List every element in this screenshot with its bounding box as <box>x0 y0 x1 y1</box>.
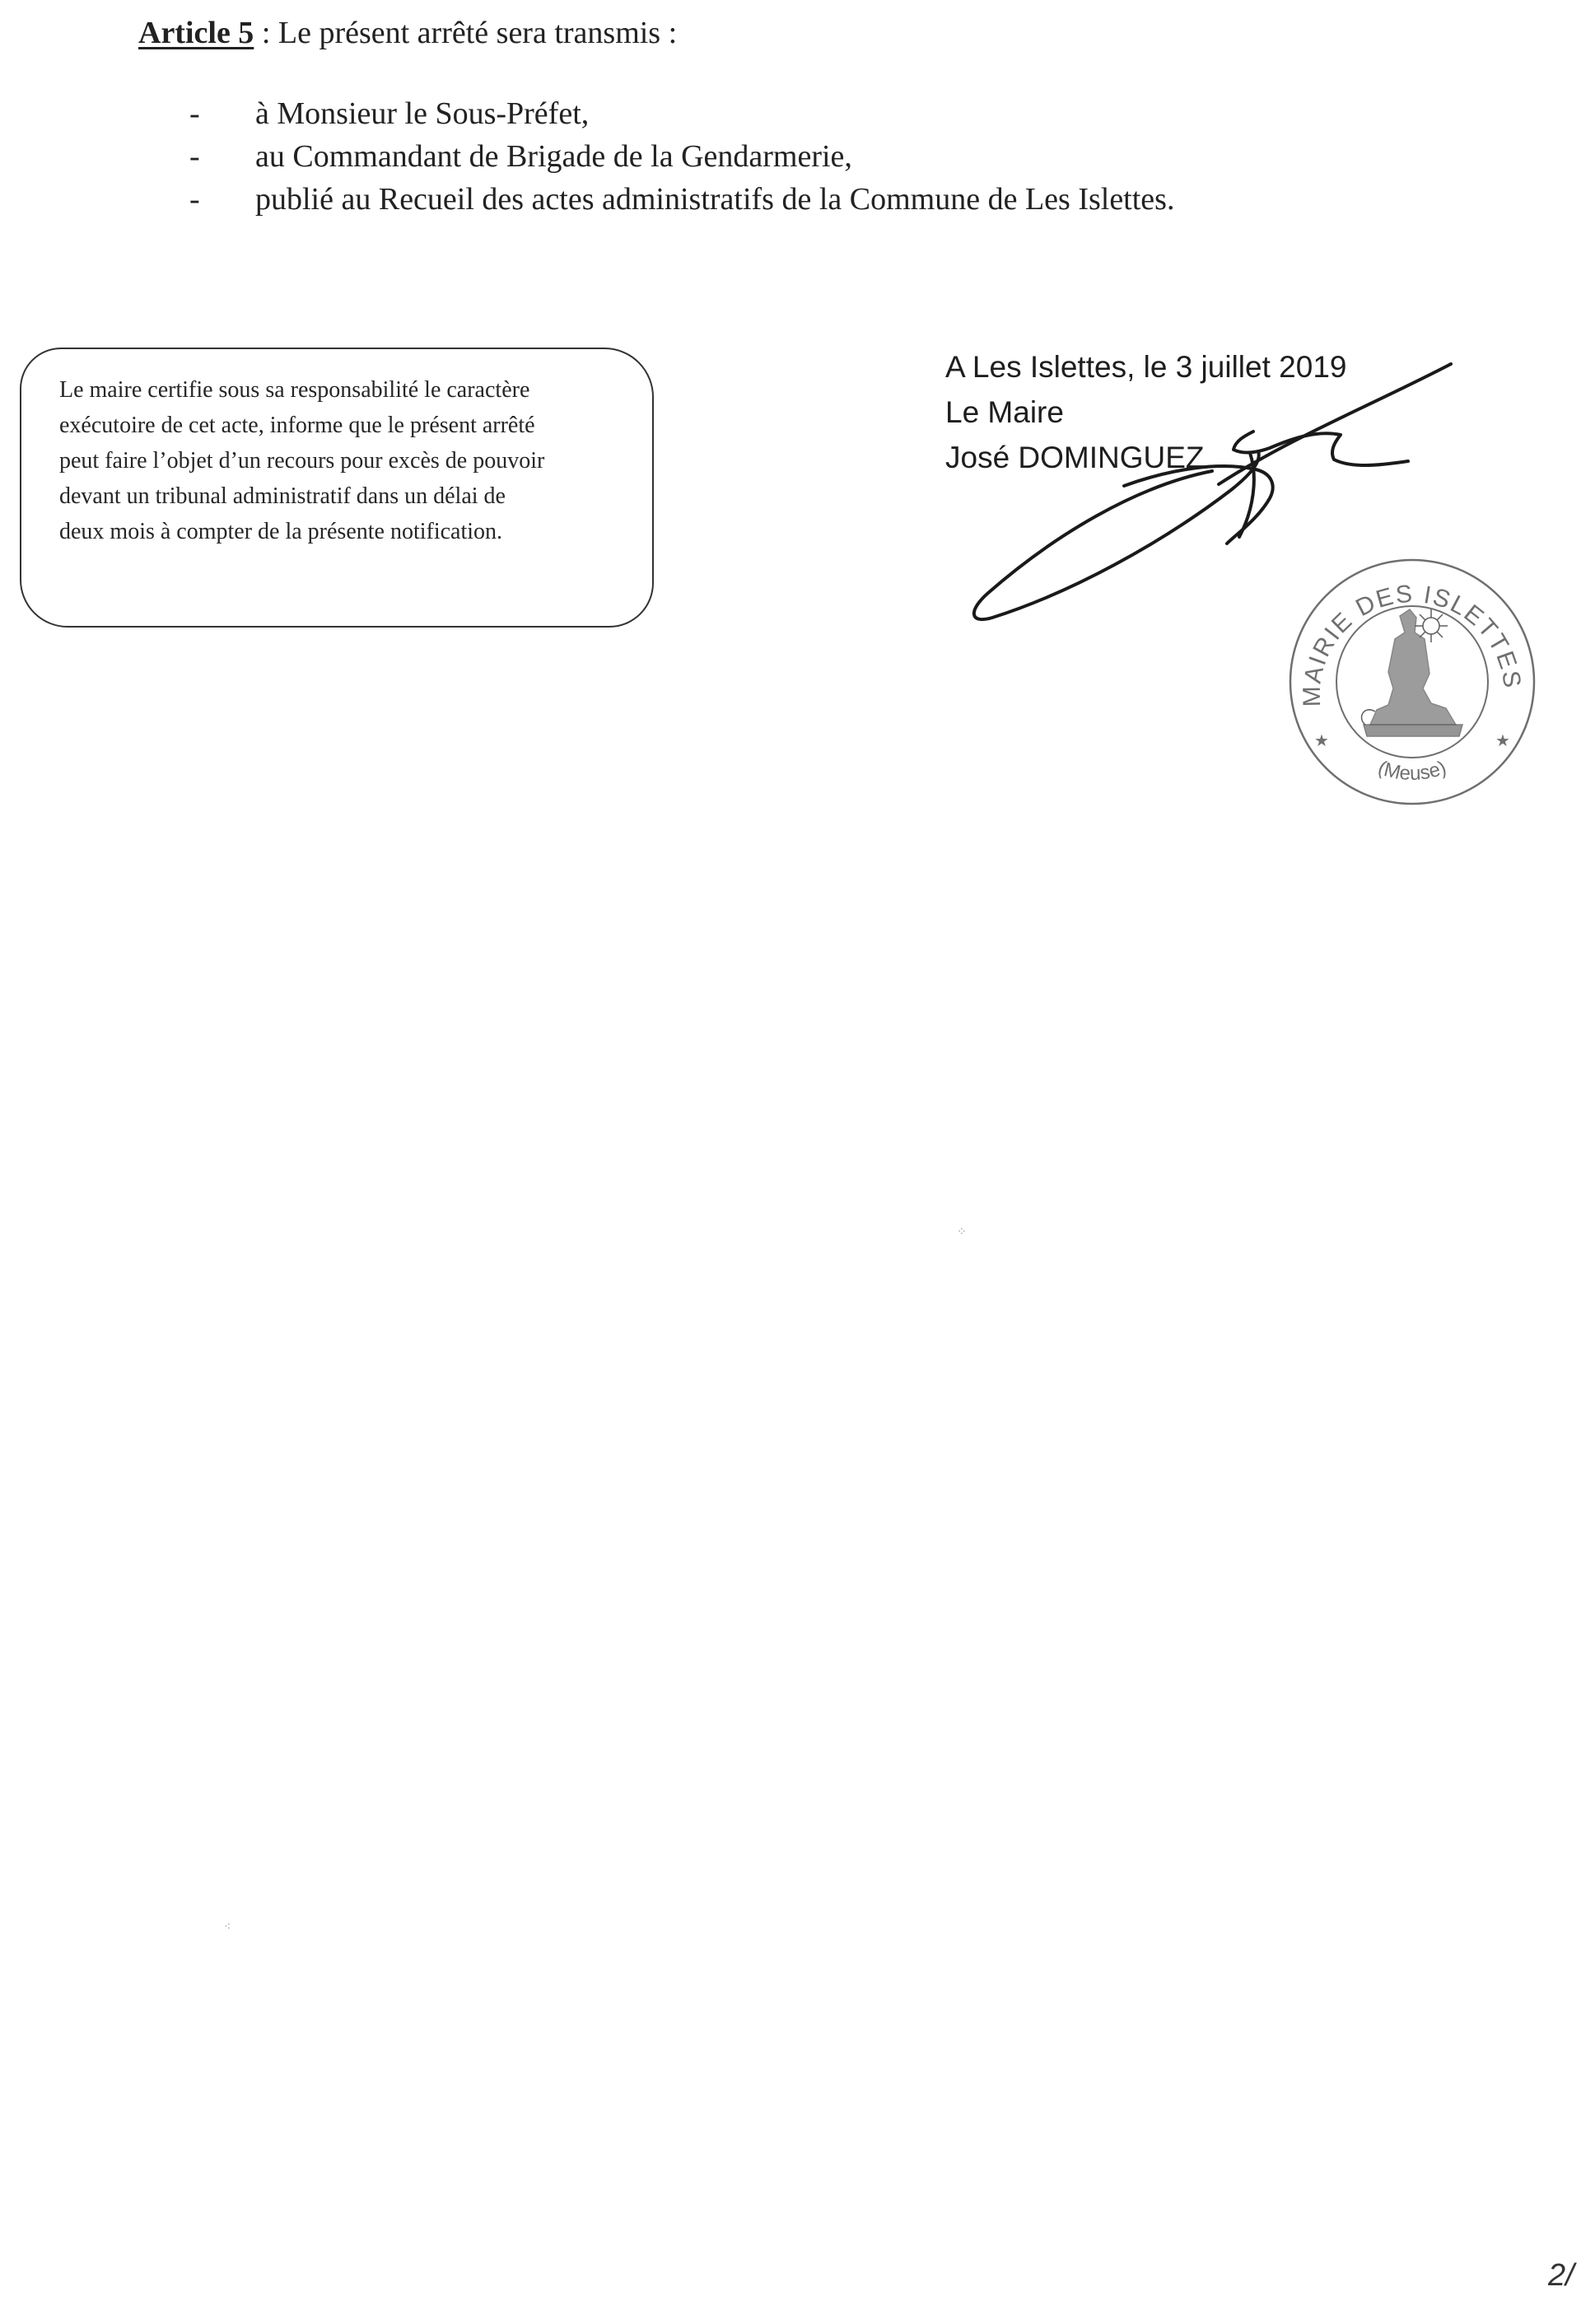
signer-name: José DOMINGUEZ <box>945 441 1205 474</box>
article-heading <box>138 8 677 58</box>
list-dash: - <box>189 96 200 131</box>
recipient-text: au Commandant de Brigade de la Gendarmerie, <box>255 139 852 174</box>
certification-line: peut faire l’objet d’un recours pour excès de pouvoir <box>59 448 545 474</box>
stamp-bottom-text: (Meuse) <box>1374 756 1450 785</box>
scan-speck: ⁖ <box>224 1921 231 1934</box>
list-item <box>189 135 1174 178</box>
place-date: A Les Islettes, le 3 juillet 2019 <box>945 350 1347 384</box>
svg-text:(Meuse) <box>1375 757 1449 785</box>
signer-role: Le Maire <box>945 395 1064 429</box>
scan-speck: ⁘ <box>957 1226 967 1239</box>
article-label: Article 5 <box>138 16 254 50</box>
list-dash: - <box>189 139 200 174</box>
recipients-list <box>189 92 1174 221</box>
article-text: Le présent arrêté sera transmis : <box>277 16 678 50</box>
stamp-outer-text: MAIRIE DES ISLETTES <box>1298 580 1527 707</box>
certification-line: devant un tribunal administratif dans un délai de <box>59 483 506 509</box>
list-dash: - <box>189 182 200 217</box>
list-item <box>189 178 1174 221</box>
svg-text:★: ★ <box>1495 730 1510 750</box>
article-separator: : <box>254 16 278 50</box>
recipient-text: à Monsieur le Sous-Préfet, <box>255 96 590 131</box>
certification-line: exécutoire de cet acte, informe que le présent arrêté <box>59 413 535 438</box>
page-number: 2/ <box>1548 2258 1574 2293</box>
svg-text:★: ★ <box>1314 730 1329 750</box>
list-item <box>189 92 1174 135</box>
recipient-text: publié au Recueil des actes administratifs de la Commune de Les Islettes. <box>255 182 1175 217</box>
mairie-stamp <box>1285 550 1540 814</box>
certification-line: Le maire certifie sous sa responsabilité le caractère <box>59 377 530 403</box>
certification-text <box>59 372 627 549</box>
certification-line: deux mois à compter de la présente notification. <box>59 519 503 544</box>
